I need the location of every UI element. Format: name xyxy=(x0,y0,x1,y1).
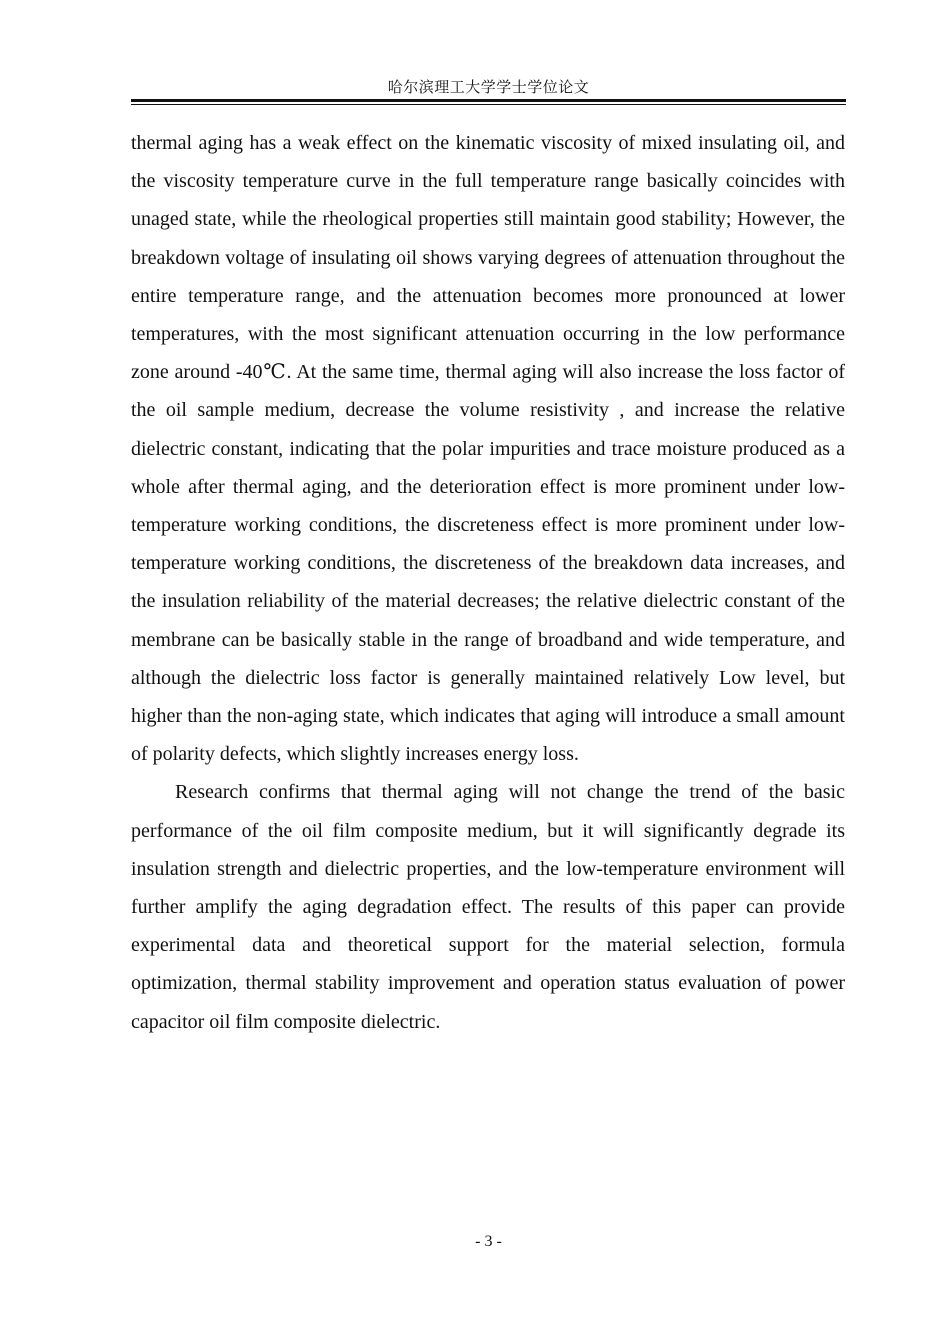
page-header-title: 哈尔滨理工大学学士学位论文 xyxy=(387,80,590,96)
header-rule-thick xyxy=(131,99,846,102)
body-text xyxy=(131,124,845,1041)
page-number: - 3 - xyxy=(475,1233,502,1250)
paragraph: thermal aging has a weak effect on the kinematic viscosity of mixed insulating oil, and the viscosity temperature curve in the full temperature range basically coincides with unaged state, while the rheological properties still maintain good stability; However, the breakdown voltage of insulating oil shows varying degrees of attenuation throughout the entire temperature range, and the attenuation becomes more pronounced at lower temperatures, with the most significant attenuation occurring in the low performance zone around -40℃. At the same time, thermal aging will also increase the loss factor of the oil sample medium, decrease the volume resistivity , and increase the relative dielectric constant, indicating that the polar impurities and trace moisture produced as a whole after thermal aging, and the deterioration effect is more prominent under low-temperature working conditions, the discreteness effect is more prominent under low-temperature working conditions, the discreteness of the breakdown data increases, and the insulation reliability of the material decreases; the relative dielectric constant of the membrane can be basically stable in the range of broadband and wide temperature, and although the dielectric loss factor is generally maintained relatively Low level, but higher than the non-aging state, which indicates that aging will introduce a small amount of polarity defects, which slightly increases energy loss. xyxy=(131,132,845,766)
paragraph: Research confirms that thermal aging will not change the trend of the basic performance of the oil film composite medium, but it will significantly degrade its insulation strength and dielectric properties, and the low-temperature environment will further amplify the aging degradation effect. The results of this paper can provide experimental data and theoretical support for the material selection, formula optimization, thermal stability improvement and operation status evaluation of power capacitor oil film composite dielectric. xyxy=(131,781,845,1033)
header-rule-thin xyxy=(131,104,846,105)
